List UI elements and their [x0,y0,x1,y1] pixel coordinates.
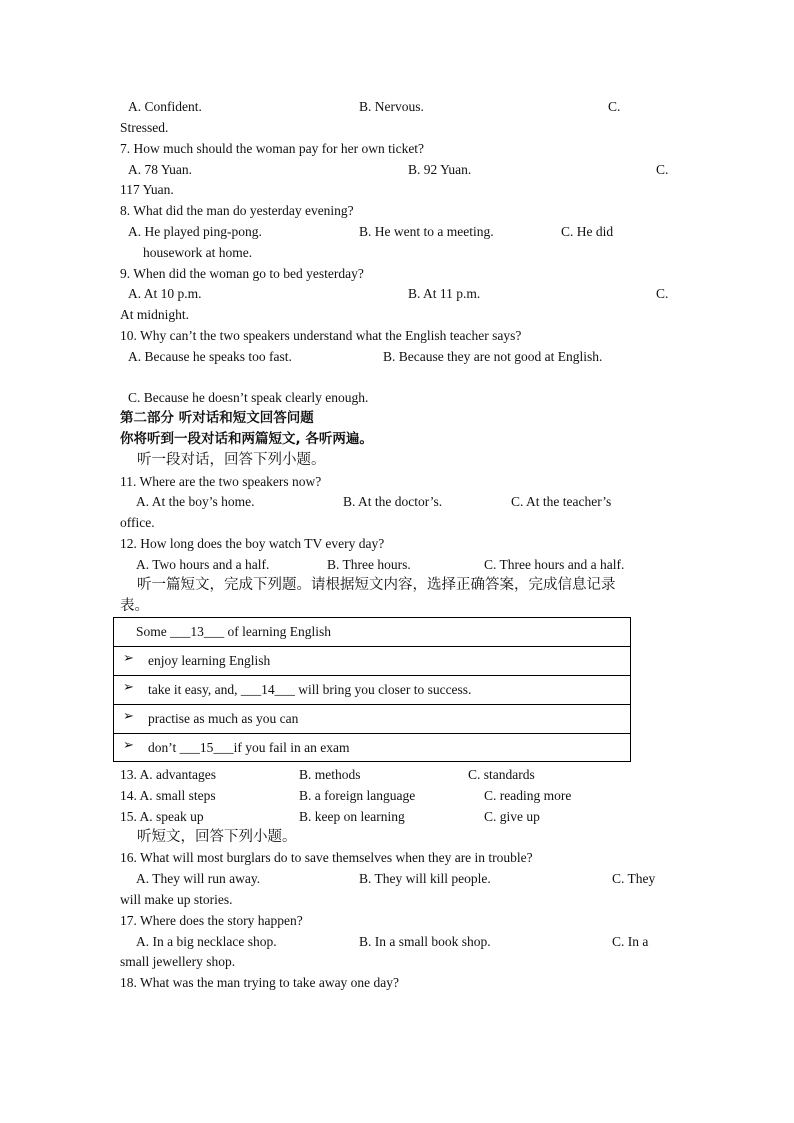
q16-option-b: B. They will kill people. [359,871,491,886]
q17-option-c: C. In a [612,934,649,949]
q12-option-c: C. Three hours and a half. [484,557,625,572]
part2-title: 第二部分 听对话和短文回答问题 [120,410,314,426]
q12-question: 12. How long does the boy watch TV every day? [120,536,385,551]
q14-option-c: C. reading more [484,788,572,803]
q13-option-c: C. standards [468,767,535,782]
q6-option-a: A. Confident. [128,99,202,114]
table-row [114,618,630,647]
q8-option-c: C. He did [561,224,614,239]
q15-option-b: B. keep on learning [299,809,405,824]
q8-option-c-cont: housework at home. [143,245,253,260]
part2-sub1: 听一段对话，回答下列小题。 [137,452,326,468]
table-row [114,734,630,763]
q8-question: 8. What did the man do yesterday evening? [120,203,354,218]
info-record-table [113,617,631,762]
q7-option-c: C. [656,162,669,177]
table-row-text: take it easy, and, ___14___ will bring you closer to success. [148,682,472,697]
q15-option-a: 15. A. speak up [120,809,204,824]
q8-option-b: B. He went to a meeting. [359,224,494,239]
q17-option-a: A. In a big necklace shop. [136,934,277,949]
q9-option-a: A. At 10 p.m. [128,286,202,301]
q18-question: 18. What was the man trying to take away one day? [120,975,400,990]
q12-option-b: B. Three hours. [327,557,411,572]
arrow-bullet-icon: ➢ [123,651,134,666]
part2-instruction: 你将听到一段对话和两篇短文, 各听两遍。 [120,431,373,447]
arrow-bullet-icon: ➢ [123,738,134,753]
q10-option-c: C. Because he doesn’t speak clearly enough. [128,390,369,405]
part2-sub3: 听短文，回答下列小题。 [137,829,297,845]
q7-question: 7. How much should the woman pay for her own ticket? [120,141,425,156]
q9-option-c: C. [656,286,669,301]
q6-option-b: B. Nervous. [359,99,424,114]
table-row-text: Some ___13___ of learning English [136,624,331,639]
q11-question: 11. Where are the two speakers now? [120,474,322,489]
q11-option-b: B. At the doctor’s. [343,494,443,509]
table-row-text: don’t ___15___if you fail in an exam [148,740,350,755]
q10-option-b: B. Because they are not good at English. [383,349,603,364]
q9-option-c-cont: At midnight. [120,307,190,322]
q17-option-c-cont: small jewellery shop. [120,954,236,969]
q9-question: 9. When did the woman go to bed yesterday? [120,266,364,281]
q13-option-a: 13. A. advantages [120,767,216,782]
part2-sub2: 听一篇短文，完成下列题。请根据短文内容，选择正确答案，完成信息记录 [137,577,616,593]
table-row [114,676,630,705]
table-row [114,705,630,734]
q15-option-c: C. give up [484,809,540,824]
q10-option-a: A. Because he speaks too fast. [128,349,292,364]
q13-option-b: B. methods [299,767,361,782]
q9-option-b: B. At 11 p.m. [408,286,481,301]
q14-option-b: B. a foreign language [299,788,416,803]
q17-option-b: B. In a small book shop. [359,934,491,949]
arrow-bullet-icon: ➢ [123,709,134,724]
q11-option-a: A. At the boy’s home. [136,494,255,509]
table-row-text: practise as much as you can [148,711,299,726]
q16-option-a: A. They will run away. [136,871,261,886]
q16-option-c: C. They [612,871,656,886]
q11-option-c: C. At the teacher’s [511,494,612,509]
q6-option-c: C. [608,99,621,114]
arrow-bullet-icon: ➢ [123,680,134,695]
table-row [114,647,630,676]
q16-option-c-cont: will make up stories. [120,892,233,907]
part2-sub2-cont: 表。 [120,598,149,614]
q16-question: 16. What will most burglars do to save themselves when they are in trouble? [120,850,533,865]
q11-option-c-cont: office. [120,515,155,530]
q14-option-a: 14. A. small steps [120,788,216,803]
q7-option-b: B. 92 Yuan. [408,162,472,177]
table-row-text: enjoy learning English [148,653,271,668]
q10-question: 10. Why can’t the two speakers understand what the English teacher says? [120,328,522,343]
q12-option-a: A. Two hours and a half. [136,557,270,572]
q7-option-c-cont: 117 Yuan. [120,182,174,197]
q8-option-a: A. He played ping-pong. [128,224,262,239]
q17-question: 17. Where does the story happen? [120,913,303,928]
q6-option-c-cont: Stressed. [120,120,169,135]
q7-option-a: A. 78 Yuan. [128,162,192,177]
